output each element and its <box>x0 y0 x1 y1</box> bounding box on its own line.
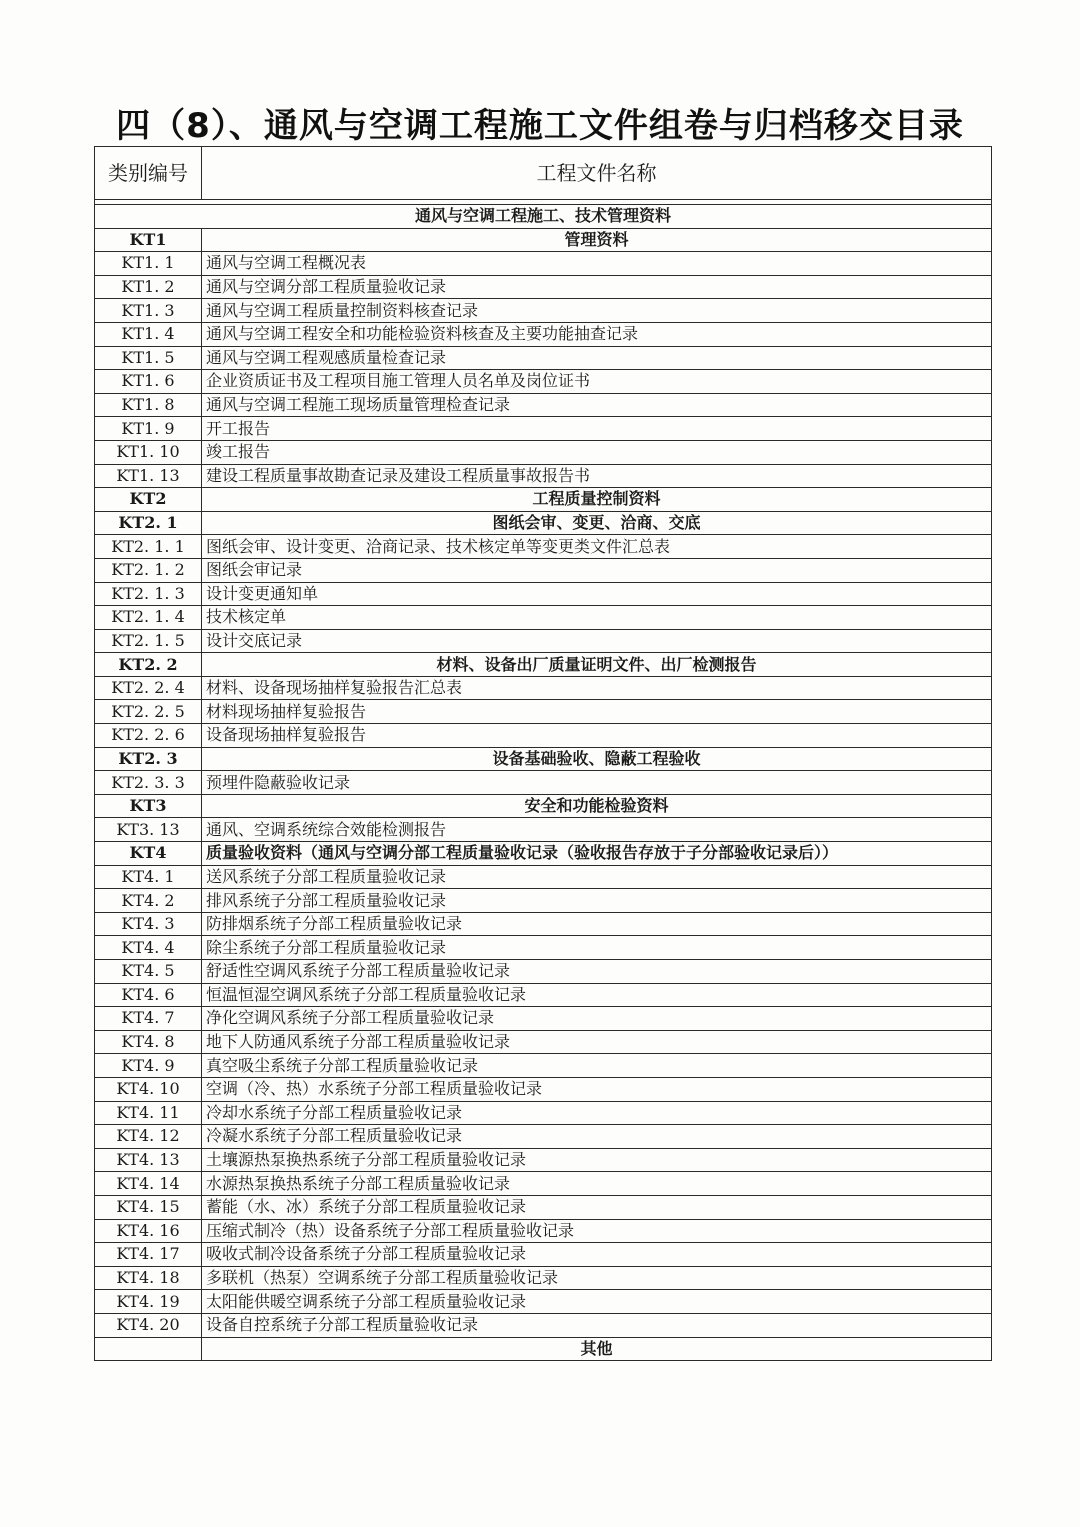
row-code: KT1. 1 <box>95 252 202 276</box>
row-code: KT4. 8 <box>95 1030 202 1054</box>
row-name: 空调（冷、热）水系统子分部工程质量验收记录 <box>202 1077 992 1101</box>
table-row <box>95 1243 992 1267</box>
row-code: KT4 <box>95 842 202 866</box>
table-row <box>95 1007 992 1031</box>
table-row <box>95 370 992 394</box>
table-row <box>95 818 992 842</box>
table-row <box>95 960 992 984</box>
row-code: KT4. 12 <box>95 1125 202 1149</box>
table-row <box>95 1313 992 1337</box>
row-code: KT1. 10 <box>95 440 202 464</box>
table-row <box>95 724 992 748</box>
row-code: KT2. 1. 1 <box>95 535 202 559</box>
table-row <box>95 346 992 370</box>
row-name: 设备自控系统子分部工程质量验收记录 <box>202 1313 992 1337</box>
row-name: 通风与空调工程施工现场质量管理检查记录 <box>202 393 992 417</box>
row-name: 预埋件隐蔽验收记录 <box>202 771 992 795</box>
table-row <box>95 983 992 1007</box>
row-code: KT4. 11 <box>95 1101 202 1125</box>
row-code: KT2. 2. 6 <box>95 724 202 748</box>
row-code: KT1. 3 <box>95 299 202 323</box>
row-code: KT2 <box>95 488 202 512</box>
catalog-table <box>94 146 992 1361</box>
table-row <box>95 1125 992 1149</box>
row-name: 图纸会审记录 <box>202 558 992 582</box>
group-row <box>95 794 992 818</box>
row-name: 设计变更通知单 <box>202 582 992 606</box>
row-name: 开工报告 <box>202 417 992 441</box>
row-name: 设备基础验收、隐蔽工程验收 <box>202 747 992 771</box>
row-code: KT4. 14 <box>95 1172 202 1196</box>
row-name: 建设工程质量事故勘查记录及建设工程质量事故报告书 <box>202 464 992 488</box>
table-row <box>95 582 992 606</box>
group-row <box>95 653 992 677</box>
table-row <box>95 629 992 653</box>
row-code: KT2. 3. 3 <box>95 771 202 795</box>
table-row <box>95 299 992 323</box>
row-name: 通风与空调工程安全和功能检验资料核查及主要功能抽查记录 <box>202 322 992 346</box>
table-row <box>95 1290 992 1314</box>
header-name: 工程文件名称 <box>202 147 992 200</box>
table-row <box>95 1172 992 1196</box>
row-name: 材料、设备出厂质量证明文件、出厂检测报告 <box>202 653 992 677</box>
table-row <box>95 1054 992 1078</box>
row-code: KT4. 16 <box>95 1219 202 1243</box>
table-row <box>95 1030 992 1054</box>
table-row <box>95 252 992 276</box>
row-name: 质量验收资料（通风与空调分部工程质量验收记录（验收报告存放于子分部验收记录后）） <box>202 842 992 866</box>
group-row <box>95 842 992 866</box>
row-code <box>95 1337 202 1361</box>
table-row <box>95 1077 992 1101</box>
table-row <box>95 912 992 936</box>
group-row <box>95 747 992 771</box>
row-code: KT2. 2 <box>95 653 202 677</box>
row-name: 多联机（热泵）空调系统子分部工程质量验收记录 <box>202 1266 992 1290</box>
table-row <box>95 771 992 795</box>
table-row <box>95 464 992 488</box>
row-name: 除尘系统子分部工程质量验收记录 <box>202 936 992 960</box>
row-code: KT4. 4 <box>95 936 202 960</box>
table-row <box>95 889 992 913</box>
row-name: 真空吸尘系统子分部工程质量验收记录 <box>202 1054 992 1078</box>
row-name: 材料、设备现场抽样复验报告汇总表 <box>202 676 992 700</box>
row-code: KT2. 1. 4 <box>95 606 202 630</box>
row-name: 通风、空调系统综合效能检测报告 <box>202 818 992 842</box>
table-header-row <box>95 147 992 200</box>
row-code: KT2. 1. 3 <box>95 582 202 606</box>
row-code: KT4. 13 <box>95 1148 202 1172</box>
table-row <box>95 936 992 960</box>
section-title-row <box>95 205 992 229</box>
row-code: KT1. 2 <box>95 275 202 299</box>
page-title: 四（8）、通风与空调工程施工文件组卷与归档移交目录 <box>116 106 964 146</box>
group-row <box>95 488 992 512</box>
table-row <box>95 676 992 700</box>
row-code: KT4. 3 <box>95 912 202 936</box>
table-row <box>95 322 992 346</box>
row-code: KT3. 13 <box>95 818 202 842</box>
row-name: 地下人防通风系统子分部工程质量验收记录 <box>202 1030 992 1054</box>
row-name: 舒适性空调风系统子分部工程质量验收记录 <box>202 960 992 984</box>
table-row <box>95 275 992 299</box>
row-code: KT2. 1. 2 <box>95 558 202 582</box>
row-name: 防排烟系统子分部工程质量验收记录 <box>202 912 992 936</box>
row-name: 排风系统子分部工程质量验收记录 <box>202 889 992 913</box>
table-row <box>95 865 992 889</box>
row-name: 太阳能供暖空调系统子分部工程质量验收记录 <box>202 1290 992 1314</box>
row-name: 通风与空调分部工程质量验收记录 <box>202 275 992 299</box>
row-name: 恒温恒湿空调风系统子分部工程质量验收记录 <box>202 983 992 1007</box>
group-row <box>95 1337 992 1361</box>
row-name: 图纸会审、设计变更、洽商记录、技术核定单等变更类文件汇总表 <box>202 535 992 559</box>
row-code: KT4. 5 <box>95 960 202 984</box>
row-code: KT4. 1 <box>95 865 202 889</box>
row-code: KT1. 5 <box>95 346 202 370</box>
row-code: KT2. 2. 5 <box>95 700 202 724</box>
row-code: KT4. 2 <box>95 889 202 913</box>
row-name: 送风系统子分部工程质量验收记录 <box>202 865 992 889</box>
row-name: 冷凝水系统子分部工程质量验收记录 <box>202 1125 992 1149</box>
table-row <box>95 1266 992 1290</box>
row-name: 设备现场抽样复验报告 <box>202 724 992 748</box>
row-code: KT4. 17 <box>95 1243 202 1267</box>
table-row <box>95 1219 992 1243</box>
row-code: KT2. 1. 5 <box>95 629 202 653</box>
row-code: KT4. 6 <box>95 983 202 1007</box>
row-code: KT4. 20 <box>95 1313 202 1337</box>
table-row <box>95 393 992 417</box>
row-name: 水源热泵换热系统子分部工程质量验收记录 <box>202 1172 992 1196</box>
row-name: 工程质量控制资料 <box>202 488 992 512</box>
group-row <box>95 511 992 535</box>
row-code: KT4. 10 <box>95 1077 202 1101</box>
row-name: 竣工报告 <box>202 440 992 464</box>
header-code: 类别编号 <box>95 147 202 200</box>
row-code: KT1. 4 <box>95 322 202 346</box>
row-name: 设计交底记录 <box>202 629 992 653</box>
row-name: 材料现场抽样复验报告 <box>202 700 992 724</box>
row-name: 通风与空调工程概况表 <box>202 252 992 276</box>
row-code: KT1. 9 <box>95 417 202 441</box>
section-title: 通风与空调工程施工、技术管理资料 <box>95 205 992 229</box>
row-name: 其他 <box>202 1337 992 1361</box>
row-code: KT2. 3 <box>95 747 202 771</box>
row-name: 通风与空调工程观感质量检查记录 <box>202 346 992 370</box>
row-name: 土壤源热泵换热系统子分部工程质量验收记录 <box>202 1148 992 1172</box>
table-row <box>95 558 992 582</box>
row-code: KT1. 8 <box>95 393 202 417</box>
row-name: 企业资质证书及工程项目施工管理人员名单及岗位证书 <box>202 370 992 394</box>
row-name: 压缩式制冷（热）设备系统子分部工程质量验收记录 <box>202 1219 992 1243</box>
row-name: 管理资料 <box>202 228 992 252</box>
row-code: KT3 <box>95 794 202 818</box>
row-code: KT1 <box>95 228 202 252</box>
group-row <box>95 228 992 252</box>
table-row <box>95 1195 992 1219</box>
row-name: 蓄能（水、冰）系统子分部工程质量验收记录 <box>202 1195 992 1219</box>
table-row <box>95 417 992 441</box>
row-name: 净化空调风系统子分部工程质量验收记录 <box>202 1007 992 1031</box>
row-code: KT4. 19 <box>95 1290 202 1314</box>
row-code: KT4. 9 <box>95 1054 202 1078</box>
row-name: 图纸会审、变更、洽商、交底 <box>202 511 992 535</box>
row-code: KT1. 13 <box>95 464 202 488</box>
table-row <box>95 440 992 464</box>
row-code: KT1. 6 <box>95 370 202 394</box>
table-row <box>95 1148 992 1172</box>
row-name: 通风与空调工程质量控制资料核查记录 <box>202 299 992 323</box>
row-name: 技术核定单 <box>202 606 992 630</box>
row-code: KT4. 15 <box>95 1195 202 1219</box>
table-row <box>95 606 992 630</box>
row-code: KT4. 18 <box>95 1266 202 1290</box>
row-name: 安全和功能检验资料 <box>202 794 992 818</box>
row-code: KT2. 2. 4 <box>95 676 202 700</box>
row-code: KT2. 1 <box>95 511 202 535</box>
row-name: 冷却水系统子分部工程质量验收记录 <box>202 1101 992 1125</box>
row-code: KT4. 7 <box>95 1007 202 1031</box>
row-name: 吸收式制冷设备系统子分部工程质量验收记录 <box>202 1243 992 1267</box>
table-row <box>95 1101 992 1125</box>
table-row <box>95 535 992 559</box>
table-row <box>95 700 992 724</box>
